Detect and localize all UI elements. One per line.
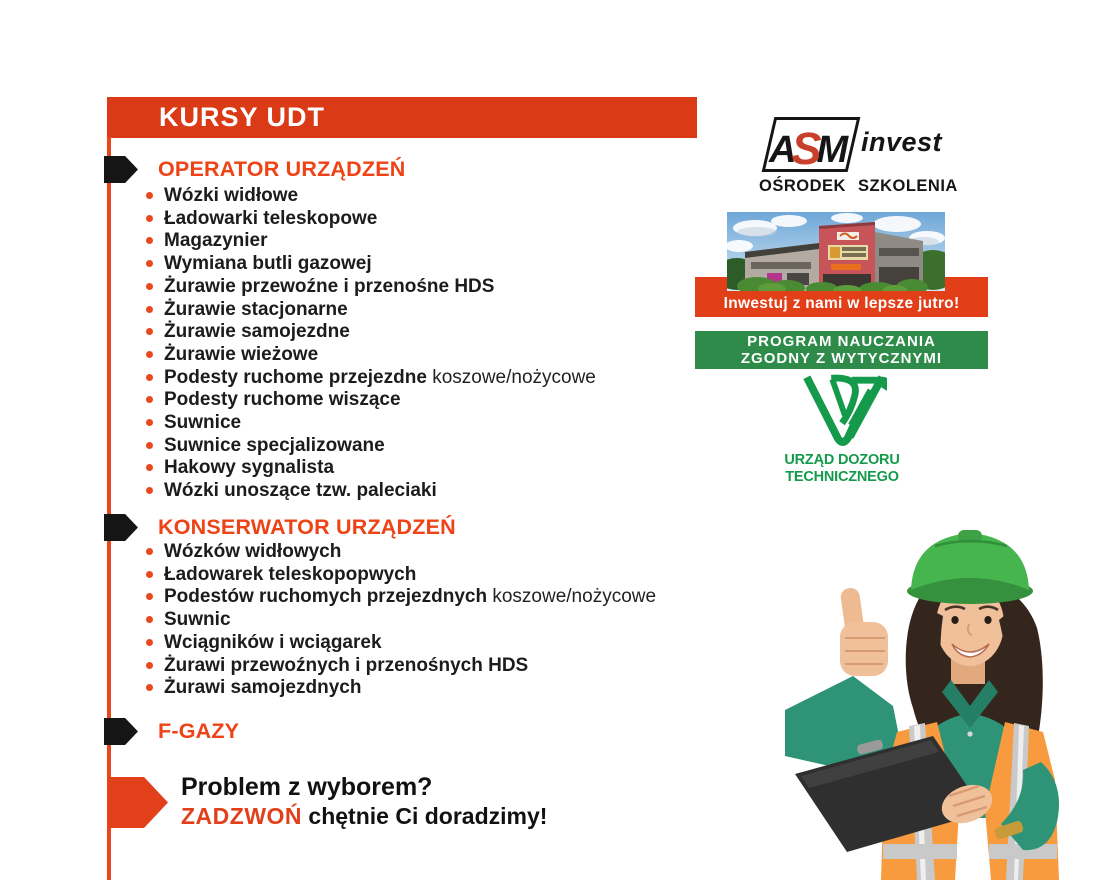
bullet-icon (146, 192, 153, 199)
item-label: Magazynier (164, 230, 268, 252)
bullet-icon (146, 616, 153, 623)
item-label: Wciągników i wciągarek (164, 631, 382, 653)
page-title: KURSY UDT (159, 102, 326, 132)
list-item (146, 299, 596, 322)
slogan-text: Inwestuj z nami w lepsze jutro! (723, 295, 960, 312)
footer-question: Problem z wyborem? (181, 773, 433, 801)
list-item (146, 253, 596, 276)
item-label: Żurawie samojezdne (164, 321, 350, 343)
udt-name-line1: URZĄD DOZORU (784, 452, 900, 468)
item-label: Podesty ruchome wiszące (164, 389, 401, 411)
item-label: Suwnice (164, 412, 242, 434)
item-label: Podesty ruchome przejezdne (164, 366, 427, 388)
list-item (146, 276, 596, 299)
bullet-icon (146, 374, 153, 381)
bullet-icon (146, 593, 153, 600)
item-label-light: koszowe/nożycowe (432, 366, 596, 388)
bullet-icon (146, 639, 153, 646)
program-banner (695, 331, 988, 369)
list-item (146, 586, 656, 609)
list-item (146, 480, 596, 503)
footer-arrow-icon (108, 777, 168, 828)
footer-cta-line (181, 803, 547, 830)
invest-label: invest (861, 127, 943, 157)
bullet-icon (146, 662, 153, 669)
list-item (146, 344, 596, 367)
section-title-fgazy: F-GAZY (158, 719, 240, 743)
bullet-icon (146, 328, 153, 335)
list-item (146, 412, 596, 435)
bullet-icon (146, 487, 153, 494)
course-list-konserwator (146, 541, 656, 700)
item-label: Wymiana butli gazowej (164, 253, 372, 275)
footer-cta: ZADZWOŃ (181, 803, 303, 829)
list-item (146, 655, 656, 678)
section-arrow-icon (104, 156, 138, 183)
list-item (146, 208, 596, 231)
brand-subtitle: OŚRODEK SZKOLENIA (759, 177, 958, 195)
udt-name-line2: TECHNICZNEGO (785, 468, 899, 485)
udt-name (766, 452, 918, 485)
footer-cta-rest: chętnie Ci doradzimy! (308, 803, 548, 829)
bullet-icon (146, 548, 153, 555)
bullet-icon (146, 571, 153, 578)
item-label: Wózki widłowe (164, 185, 299, 206)
bullet-icon (146, 464, 153, 471)
list-item (146, 230, 596, 253)
item-label: Hakowy sygnalista (164, 457, 335, 479)
item-label: Podestów ruchomych przejezdnych (164, 586, 488, 608)
item-label: Ładowarek teleskopopwych (164, 563, 417, 585)
asm-letter-s: S (791, 123, 817, 174)
course-list-operator (146, 185, 596, 503)
list-item (146, 435, 596, 458)
list-item (146, 632, 656, 655)
asm-letter-a: A (769, 129, 792, 171)
bullet-icon (146, 419, 153, 426)
list-item (146, 367, 596, 390)
list-item (146, 185, 596, 208)
item-label: Żurawi samojezdnych (164, 677, 362, 699)
bullet-icon (146, 442, 153, 449)
section-arrow-icon (104, 514, 138, 541)
bullet-icon (146, 351, 153, 358)
bullet-icon (146, 237, 153, 244)
item-label: Żurawie przewoźne i przenośne HDS (164, 275, 495, 297)
item-label: Suwnic (164, 609, 231, 631)
list-item (146, 321, 596, 344)
udt-logo-icon (799, 374, 887, 449)
list-item (146, 564, 656, 587)
program-line1: PROGRAM NAUCZANIA (747, 333, 936, 350)
bullet-icon (146, 306, 153, 313)
section-title-operator: OPERATOR URZĄDZEŃ (158, 157, 406, 181)
left-rule (107, 137, 111, 880)
bullet-icon (146, 260, 153, 267)
trainer-photo (785, 518, 1095, 880)
item-label: Żurawie wieżowe (164, 343, 319, 365)
asm-logo-text (769, 121, 843, 173)
asm-letter-m: M (816, 129, 844, 171)
bullet-icon (146, 396, 153, 403)
list-item (146, 389, 596, 412)
item-label: Żurawie stacjonarne (164, 298, 348, 320)
bullet-icon (146, 684, 153, 691)
program-line2: ZGODNY Z WYTYCZNYMI (740, 349, 943, 367)
list-item (146, 609, 656, 632)
item-label: Wózków widłowych (164, 541, 342, 562)
item-label: Ładowarki teleskopowe (164, 207, 378, 229)
list-item (146, 677, 656, 700)
item-label: Żurawi przewoźnych i przenośnych HDS (164, 654, 529, 676)
list-item (146, 457, 596, 480)
item-label-light: koszowe/nożycowe (492, 586, 657, 608)
bullet-icon (146, 283, 153, 290)
section-arrow-icon (104, 718, 138, 745)
bullet-icon (146, 215, 153, 222)
item-label: Wózki unoszące tzw. paleciaki (164, 480, 437, 502)
list-item (146, 541, 656, 564)
item-label: Suwnice specjalizowane (164, 434, 385, 456)
section-title-konserwator: KONSERWATOR URZĄDZEŃ (158, 515, 456, 539)
header-bar (107, 97, 697, 138)
building-photo (727, 212, 945, 291)
